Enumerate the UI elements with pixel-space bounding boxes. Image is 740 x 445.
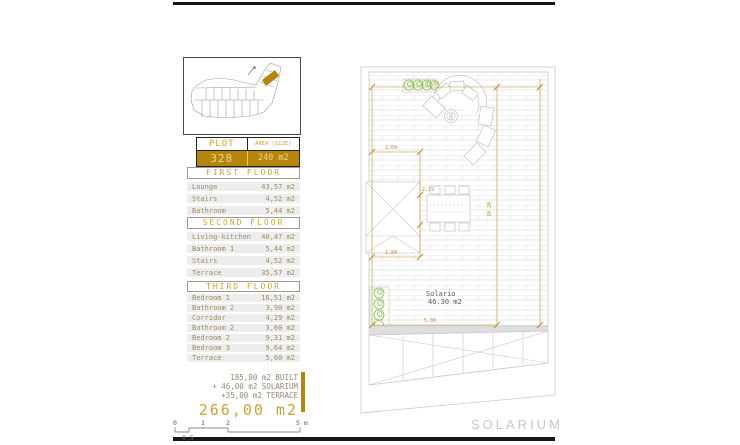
room-row bbox=[187, 194, 300, 203]
dim-lower-left: 1.84 bbox=[385, 250, 398, 256]
room-area: 5,44 m2 bbox=[265, 244, 295, 253]
plot-table-header bbox=[196, 137, 300, 151]
room-area: 16,51 m2 bbox=[261, 294, 295, 302]
room-name: Stairs bbox=[192, 256, 218, 265]
dim-bottom: 5.30 bbox=[424, 318, 437, 324]
solarium-watermark: SOLARIUM bbox=[471, 417, 563, 432]
room-row bbox=[187, 314, 300, 322]
room-name: Bedroom 3 bbox=[192, 344, 230, 352]
scale-2: 2 bbox=[226, 419, 230, 427]
room-name: Bathroom 1 bbox=[192, 244, 235, 253]
plot-area-value: 240 m2 bbox=[257, 153, 289, 163]
room-area: 35,57 m2 bbox=[261, 268, 295, 277]
scale-bar bbox=[170, 418, 320, 442]
second-floor-section bbox=[187, 217, 300, 277]
room-area-label: 46.30 m2 bbox=[428, 298, 462, 306]
plot-table-values bbox=[196, 151, 300, 167]
room-name: Terrace bbox=[192, 268, 222, 277]
scale-0: 0 bbox=[173, 419, 177, 427]
room-row bbox=[187, 244, 300, 253]
plot-label: PLOT bbox=[197, 138, 248, 150]
room-name: Bathroom 2 bbox=[192, 324, 235, 332]
scale-5: 5 m bbox=[296, 419, 308, 427]
north-arrow-icon bbox=[248, 66, 256, 75]
room-name: Bedroom 1 bbox=[192, 294, 230, 302]
room-row bbox=[187, 182, 300, 191]
room-row bbox=[187, 344, 300, 352]
room-area: 4,52 m2 bbox=[265, 194, 295, 203]
dim-top: 1.30 bbox=[426, 81, 439, 87]
room-area: 5,44 m2 bbox=[265, 206, 295, 215]
room-area: 3,90 m2 bbox=[265, 304, 295, 312]
room-row bbox=[187, 206, 300, 215]
room-area: 5,60 m2 bbox=[265, 354, 295, 362]
room-name: Bedroom 2 bbox=[192, 334, 230, 342]
third-floor-section bbox=[187, 281, 300, 362]
room-row bbox=[187, 324, 300, 332]
plot-table bbox=[196, 137, 300, 167]
room-name: Stairs bbox=[192, 194, 218, 203]
floor-title: FIRST FLOOR bbox=[187, 167, 300, 179]
top-rule bbox=[173, 2, 555, 5]
scale-half: 0,5 bbox=[182, 434, 194, 442]
dim-height: 10.20 bbox=[487, 201, 493, 217]
first-floor-section bbox=[187, 167, 300, 215]
room-name: Lounge bbox=[192, 182, 218, 191]
room-area: 9,31 m2 bbox=[265, 334, 295, 342]
urbanization-outline bbox=[191, 63, 281, 118]
room-row bbox=[187, 294, 300, 302]
room-name: Bathroom 2 bbox=[192, 304, 235, 312]
terrace-area-line: +35,00 m2 TERRACE bbox=[221, 391, 298, 400]
room-area: 4,52 m2 bbox=[265, 256, 295, 265]
room-row bbox=[187, 268, 300, 277]
room-area: 9,64 m2 bbox=[265, 344, 295, 352]
pergola-structure bbox=[369, 326, 548, 385]
summary-accent-bar bbox=[301, 372, 305, 412]
dim-table: 2.19 bbox=[422, 187, 435, 193]
room-row bbox=[187, 232, 300, 241]
room-name: Bathroom bbox=[192, 206, 226, 215]
highlighted-plot bbox=[262, 70, 279, 86]
scale-1: 1 bbox=[201, 419, 205, 427]
floor-title: THIRD FLOOR bbox=[187, 281, 300, 292]
room-row bbox=[187, 334, 300, 342]
room-area: 3,60 m2 bbox=[265, 324, 295, 332]
room-name: Living-kitchen bbox=[192, 232, 252, 241]
area-summary bbox=[160, 373, 298, 419]
room-name: Terrace bbox=[192, 354, 222, 362]
room-row bbox=[187, 256, 300, 265]
room-label: Solario bbox=[426, 290, 456, 298]
floor-title: SECOND FLOOR bbox=[187, 217, 300, 229]
site-plan-thumbnail bbox=[183, 57, 301, 135]
room-row bbox=[187, 304, 300, 312]
built-area-line: 185,00 m2 BUILT bbox=[230, 373, 298, 382]
site-map bbox=[184, 58, 300, 134]
floor-plan bbox=[358, 55, 563, 425]
room-area: 40,47 m2 bbox=[261, 232, 295, 241]
room-name: Corridor bbox=[192, 314, 226, 322]
area-size-label: AREA (SIZE) bbox=[255, 141, 292, 147]
room-row bbox=[187, 354, 300, 362]
plot-number: 328 bbox=[197, 151, 248, 166]
stair-roof bbox=[366, 182, 420, 253]
solarium-area-line: + 46,00 m2 SOLARIUM bbox=[212, 382, 298, 391]
total-area: 266,00 m2 bbox=[198, 401, 298, 419]
room-area: 43,57 m2 bbox=[261, 182, 295, 191]
dim-upper-left: 2.04 bbox=[385, 145, 398, 151]
room-area: 4,29 m2 bbox=[265, 314, 295, 322]
